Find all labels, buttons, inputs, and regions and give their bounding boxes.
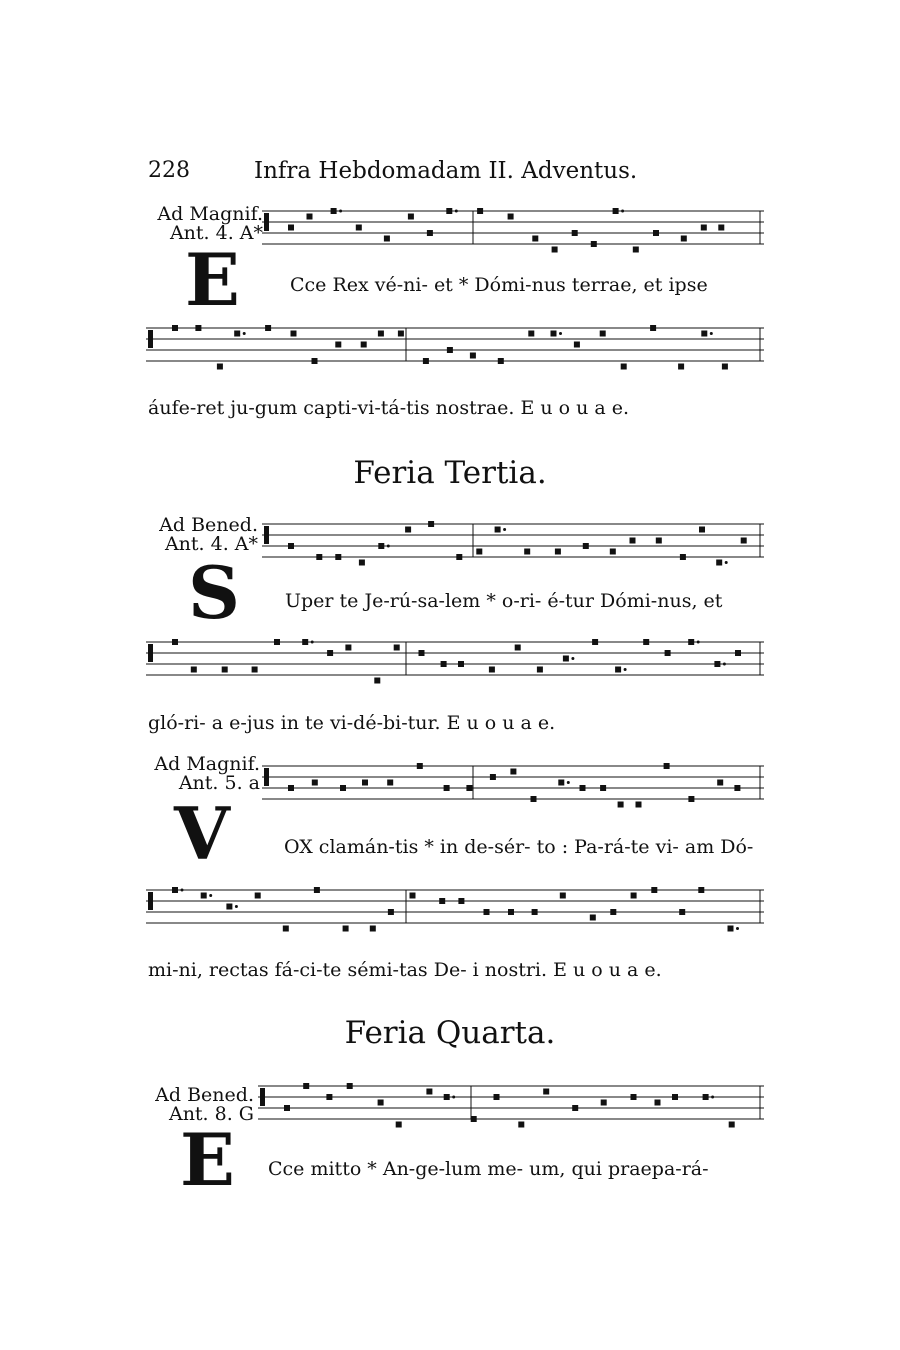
neume-note xyxy=(426,1089,432,1095)
neume-note xyxy=(439,898,445,904)
clef-icon xyxy=(148,892,153,910)
running-title: Infra Hebdomadam II. Adventus. xyxy=(254,158,638,184)
staff-svg xyxy=(262,760,764,820)
music-staff xyxy=(146,636,764,696)
neume-note xyxy=(345,645,351,651)
neume-note xyxy=(283,926,289,932)
neume-note xyxy=(291,331,297,337)
neume-note xyxy=(591,241,597,247)
staff-svg xyxy=(146,884,764,944)
neume-note xyxy=(510,769,516,775)
neume-note xyxy=(394,645,400,651)
neume-note xyxy=(252,667,258,673)
punctum-mora xyxy=(559,332,562,335)
neume-note xyxy=(314,887,320,893)
neume-note xyxy=(359,560,365,566)
music-staff xyxy=(146,322,764,382)
neume-note xyxy=(555,549,561,555)
neume-note xyxy=(172,325,178,331)
neume-note xyxy=(447,347,453,353)
neume-note xyxy=(524,549,530,555)
neume-note xyxy=(387,780,393,786)
neume-note xyxy=(699,527,705,533)
antiphon-label-line: Ad Bened. xyxy=(159,514,258,536)
neume-note xyxy=(217,364,223,370)
neume-note xyxy=(729,1122,735,1128)
neume-note xyxy=(572,1105,578,1111)
punctum-mora xyxy=(455,210,458,213)
neume-note xyxy=(419,650,425,656)
antiphon-label-line: Ad Magnif. xyxy=(157,203,263,225)
neume-note xyxy=(378,1100,384,1106)
neume-note xyxy=(312,780,318,786)
neume-note xyxy=(508,909,514,915)
neume-note xyxy=(580,785,586,791)
neume-note xyxy=(551,331,557,337)
neume-note xyxy=(528,331,534,337)
punctum-mora xyxy=(571,657,574,660)
neume-note xyxy=(655,1100,661,1106)
neume-note xyxy=(717,780,723,786)
section-title: Feria Quarta. xyxy=(344,1015,556,1051)
neume-note xyxy=(340,785,346,791)
neume-note xyxy=(722,364,728,370)
neume-note xyxy=(378,543,384,549)
punctum-mora xyxy=(339,210,342,213)
neume-note xyxy=(543,1089,549,1095)
page-header xyxy=(148,158,768,190)
neume-note xyxy=(681,236,687,242)
neume-note xyxy=(495,527,501,533)
punctum-mora xyxy=(736,927,739,930)
neume-note xyxy=(378,331,384,337)
neume-note xyxy=(714,661,720,667)
neume-note xyxy=(650,325,656,331)
neume-note xyxy=(601,1100,607,1106)
antiphon-mode-line: Ant. 8. G xyxy=(168,1103,254,1125)
neume-note xyxy=(633,247,639,253)
antiphon-mode-line: Ant. 5. a xyxy=(178,772,260,794)
neume-note xyxy=(222,667,228,673)
neume-note xyxy=(518,1122,524,1128)
neume-note xyxy=(335,554,341,560)
clef-icon xyxy=(264,526,269,544)
neume-note xyxy=(701,225,707,231)
neume-note xyxy=(327,650,333,656)
lyric-line: OX clamán-tis * in de-sér- to : Pa-rá-te vi- am Dó- xyxy=(284,836,754,858)
punctum-mora xyxy=(209,894,212,897)
neume-note xyxy=(621,364,627,370)
antiphon-mode-line: Ant. 4. A* xyxy=(169,222,263,244)
neume-note xyxy=(583,543,589,549)
neume-note xyxy=(302,639,308,645)
neume-note xyxy=(592,639,598,645)
clef-icon xyxy=(148,644,153,662)
neume-note xyxy=(370,926,376,932)
music-staff xyxy=(262,518,764,578)
punctum-mora xyxy=(181,889,184,892)
neume-note xyxy=(688,796,694,802)
neume-note xyxy=(362,780,368,786)
neume-note xyxy=(316,554,322,560)
punctum-mora xyxy=(723,663,726,666)
neume-note xyxy=(552,247,558,253)
clef-icon xyxy=(260,1088,265,1106)
neume-note xyxy=(664,763,670,769)
neume-note xyxy=(398,331,404,337)
neume-note xyxy=(515,645,521,651)
neume-note xyxy=(444,1094,450,1100)
neume-note xyxy=(427,230,433,236)
neume-note xyxy=(600,785,606,791)
neume-note xyxy=(471,1116,477,1122)
neume-note xyxy=(484,909,490,915)
neume-note xyxy=(490,774,496,780)
punctum-mora xyxy=(503,528,506,531)
neume-note xyxy=(537,667,543,673)
neume-note xyxy=(653,230,659,236)
page-number: 228 xyxy=(148,158,190,183)
lyric-line: Cce mitto * An-ge-lum me- um, qui praepa-rá- xyxy=(268,1158,709,1180)
neume-note xyxy=(288,785,294,791)
neume-note xyxy=(631,893,637,899)
neume-note xyxy=(226,904,232,910)
neume-note xyxy=(347,1083,353,1089)
neume-note xyxy=(466,785,472,791)
neume-note xyxy=(643,639,649,645)
antiphon-label-line: Ad Bened. xyxy=(155,1084,254,1106)
staff-svg xyxy=(258,1080,764,1146)
staff-svg xyxy=(262,518,764,578)
neume-note xyxy=(636,802,642,808)
neume-note xyxy=(572,230,578,236)
neume-note xyxy=(610,909,616,915)
neume-note xyxy=(590,915,596,921)
neume-note xyxy=(574,342,580,348)
neume-note xyxy=(326,1094,332,1100)
neume-note xyxy=(446,208,452,214)
punctum-mora xyxy=(243,332,246,335)
clef-icon xyxy=(148,330,153,348)
music-staff xyxy=(146,884,764,944)
neume-note xyxy=(456,554,462,560)
neume-note xyxy=(532,909,538,915)
antiphon-mode-line: Ant. 4. A* xyxy=(164,533,258,555)
drop-initial: V xyxy=(174,791,230,876)
neume-note xyxy=(477,208,483,214)
neume-note xyxy=(665,650,671,656)
punctum-mora xyxy=(452,1096,455,1099)
punctum-mora xyxy=(311,641,314,644)
neume-note xyxy=(303,1083,309,1089)
punctum-mora xyxy=(624,668,627,671)
neume-note xyxy=(532,236,538,242)
neume-note xyxy=(274,639,280,645)
lyric-line: Cce Rex vé-ni- et * Dómi-nus terrae, et ipse xyxy=(290,274,708,296)
neume-note xyxy=(410,893,416,899)
lyric-line: gló-ri- a e-jus in te vi-dé-bi-tur. E u o u a e. xyxy=(148,712,556,734)
neume-note xyxy=(423,358,429,364)
neume-note xyxy=(630,538,636,544)
punctum-mora xyxy=(621,210,624,213)
staff-svg xyxy=(262,205,764,265)
neume-note xyxy=(191,667,197,673)
neume-note xyxy=(734,785,740,791)
punctum-mora xyxy=(711,1096,714,1099)
neume-note xyxy=(405,527,411,533)
neume-note xyxy=(312,358,318,364)
neume-note xyxy=(343,926,349,932)
neume-note xyxy=(701,331,707,337)
neume-note xyxy=(388,909,394,915)
neume-note xyxy=(672,1094,678,1100)
punctum-mora xyxy=(725,561,728,564)
antiphon-label xyxy=(138,755,260,793)
lyric-line: áufe-ret ju-gum capti-vi-tá-tis nostrae. E u o u a e. xyxy=(148,397,630,419)
music-staff xyxy=(262,760,764,820)
music-staff xyxy=(258,1080,764,1146)
neume-note xyxy=(618,802,624,808)
neume-note xyxy=(441,661,447,667)
lyric-line: mi-ni, rectas fá-ci-te sémi-tas De- i nostri. E u o u a e. xyxy=(148,959,662,981)
punctum-mora xyxy=(235,905,238,908)
neume-note xyxy=(615,667,621,673)
punctum-mora xyxy=(697,641,700,644)
neume-note xyxy=(288,225,294,231)
neume-note xyxy=(494,1094,500,1100)
neume-note xyxy=(703,1094,709,1100)
neume-note xyxy=(428,521,434,527)
neume-note xyxy=(613,208,619,214)
neume-note xyxy=(679,909,685,915)
punctum-mora xyxy=(567,781,570,784)
neume-note xyxy=(735,650,741,656)
neume-note xyxy=(331,208,337,214)
punctum-mora xyxy=(387,545,390,548)
neume-note xyxy=(335,342,341,348)
neume-note xyxy=(489,667,495,673)
neume-note xyxy=(470,353,476,359)
neume-note xyxy=(716,560,722,566)
neume-note xyxy=(728,926,734,932)
clef-icon xyxy=(264,768,269,786)
neume-note xyxy=(558,780,564,786)
neume-note xyxy=(600,331,606,337)
neume-note xyxy=(172,639,178,645)
neume-note xyxy=(718,225,724,231)
staff-svg xyxy=(146,322,764,382)
neume-note xyxy=(417,763,423,769)
staff-svg xyxy=(146,636,764,696)
neume-note xyxy=(444,785,450,791)
neume-note xyxy=(560,893,566,899)
neume-note xyxy=(284,1105,290,1111)
drop-initial: E xyxy=(185,237,240,322)
neume-note xyxy=(265,325,271,331)
clef-icon xyxy=(264,213,269,231)
neume-note xyxy=(531,796,537,802)
neume-note xyxy=(688,639,694,645)
neume-note xyxy=(741,538,747,544)
neume-note xyxy=(498,358,504,364)
neume-note xyxy=(374,678,380,684)
neume-note xyxy=(384,236,390,242)
neume-note xyxy=(656,538,662,544)
neume-note xyxy=(356,225,362,231)
neume-note xyxy=(172,887,178,893)
neume-note xyxy=(678,364,684,370)
music-staff xyxy=(262,205,764,265)
neume-note xyxy=(476,549,482,555)
neume-note xyxy=(201,893,207,899)
neume-note xyxy=(651,887,657,893)
drop-initial: S xyxy=(188,550,240,635)
neume-note xyxy=(396,1122,402,1128)
neume-note xyxy=(508,214,514,220)
neume-note xyxy=(680,554,686,560)
neume-note xyxy=(698,887,704,893)
neume-note xyxy=(631,1094,637,1100)
neume-note xyxy=(288,543,294,549)
neume-note xyxy=(255,893,261,899)
antiphon-label-line: Ad Magnif. xyxy=(154,753,260,775)
drop-initial: E xyxy=(180,1117,235,1202)
neume-note xyxy=(234,331,240,337)
neume-note xyxy=(563,656,569,662)
lyric-line: Uper te Je-rú-sa-lem * o-ri- é-tur Dómi-nus, et xyxy=(285,590,723,612)
neume-note xyxy=(610,549,616,555)
punctum-mora xyxy=(710,332,713,335)
antiphon-label xyxy=(138,516,258,554)
neume-note xyxy=(361,342,367,348)
neume-note xyxy=(408,214,414,220)
section-title: Feria Tertia. xyxy=(353,455,547,491)
neume-note xyxy=(307,214,313,220)
neume-note xyxy=(458,898,464,904)
neume-note xyxy=(195,325,201,331)
neume-note xyxy=(458,661,464,667)
